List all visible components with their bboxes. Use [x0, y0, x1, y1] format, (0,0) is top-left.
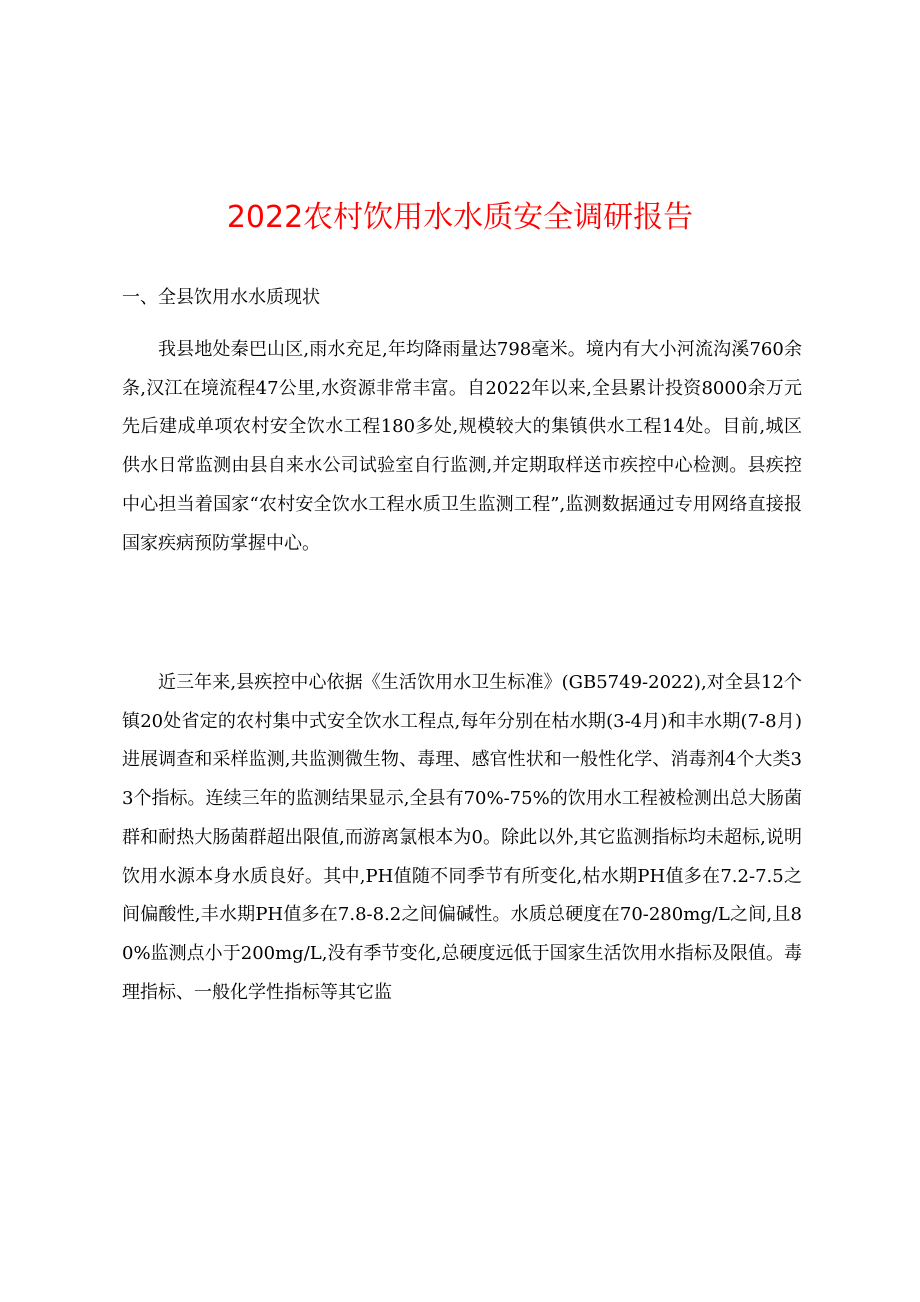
paragraph-2: 近三年来,县疾控中心依据《生活饮用水卫生标准》(GB5749-2022),对全县12个镇20处省定的农村集中式安全饮水工程点,每年分别在枯水期(3-4月)和丰水期(7-8月)进展调查和采样监测,共监测微生物、毒理、感官性状和一般性化学、消毒剂4个大类33个指标。连续三年的监测结果显示,全县有70%-75%的饮用水工程被检测出总大肠菌群和耐热大肠菌群超出限值,而游离氯根本为0。除此以外,其它监测指标均未超标,说明饮用水源本身水质良好。其中,PH值随不同季节有所变化,枯水期PH值多在7.2-7.5之间偏酸性,丰水期PH值多在7.8-8.2之间偏碱性。水质总硬度在70-280mg/L之间,且80%监测点小于200mg/L,没有季节变化,总硬度远低于国家生活饮用水指标及限值。毒理指标、一般化学性指标等其它监 — [122, 672, 802, 1003]
paragraph-1: 我县地处秦巴山区,雨水充足,年均降雨量达798毫米。境内有大小河流沟溪760余条,汉江在境流程47公里,水资源非常丰富。自2022年以来,全县累计投资8000余万元先后建成单项农村安全饮水工程180多处,规模较大的集镇供水工程14处。目前,城区供水日常监测由县自来水公司试验室自行监测,并定期取样送市疾控中心检测。县疾控中心担当着国家“农村安全饮水工程水质卫生监测工程”,监测数据通过专用网络直接报国家疾病预防掌握中心。 — [122, 339, 802, 554]
section-heading: 一、全县饮用水水质现状 — [122, 287, 320, 308]
document-title: 2022农村饮用水水质安全调研报告 — [226, 200, 694, 235]
